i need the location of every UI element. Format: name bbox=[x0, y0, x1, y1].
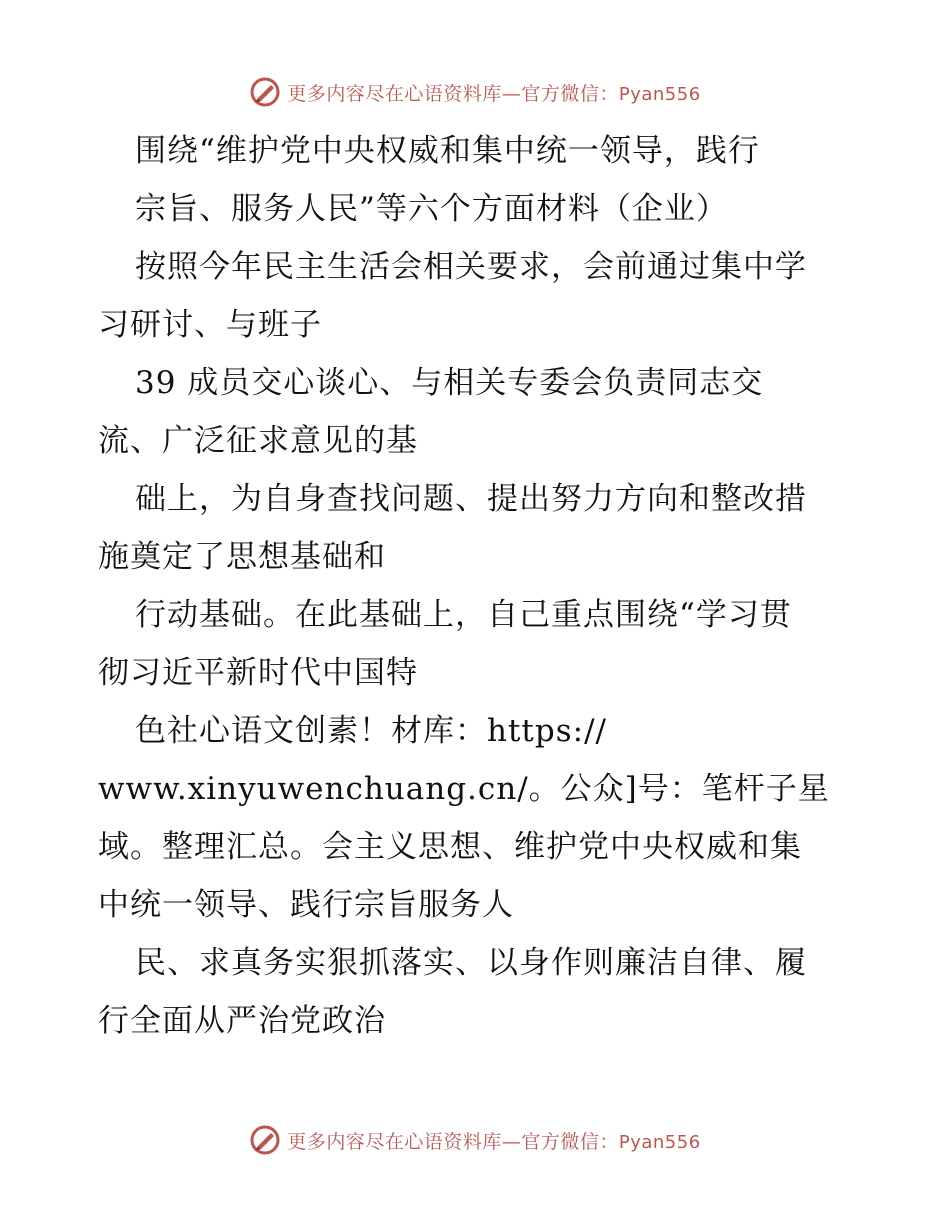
body-line: 行全面从严治党政治 bbox=[98, 1003, 386, 1039]
body-line: 彻习近平新时代中国特 bbox=[98, 655, 418, 691]
body-line: 行动基础。在此基础上，自己重点围绕“学习贯 bbox=[135, 597, 792, 633]
body-line: 施奠定了思想基础和 bbox=[98, 539, 386, 575]
footer-banner bbox=[0, 1120, 950, 1160]
body-line: 中统一领导、践行宗旨服务人 bbox=[98, 887, 514, 923]
body-line: 域。整理汇总。会主义思想、维护党中央权威和集 bbox=[98, 829, 802, 865]
banner-text bbox=[287, 79, 700, 106]
body-line: 宗旨、服务人民”等六个方面材料（企业） bbox=[135, 191, 728, 227]
body-line: 39 成员交心谈心、与相关专委会负责同志交 bbox=[135, 365, 764, 401]
banner-text-en: Pyan556 bbox=[618, 83, 701, 105]
document-body bbox=[98, 122, 858, 1050]
banner-text-cn: 更多内容尽在心语资料库—官方微信： bbox=[287, 82, 619, 105]
body-line: 按照今年民主生活会相关要求，会前通过集中学 bbox=[135, 249, 807, 285]
body-line: 民、求真务实狠抓落实、以身作则廉洁自律、履 bbox=[135, 945, 807, 981]
body-line: 础上，为自身查找问题、提出努力方向和整改措 bbox=[135, 481, 807, 517]
body-line: 色社心语文创素！材库：https:// bbox=[135, 713, 607, 749]
body-line: 围绕“维护党中央权威和集中统一领导，践行 bbox=[135, 133, 760, 169]
header-banner bbox=[0, 72, 950, 112]
body-line: 流、广泛征求意见的基 bbox=[98, 423, 418, 459]
banner-text-cn: 更多内容尽在心语资料库—官方微信： bbox=[287, 1130, 619, 1153]
body-line: 习研讨、与班子 bbox=[98, 307, 322, 343]
banner-text-en: Pyan556 bbox=[618, 1131, 701, 1153]
red-circle-pen-logo-icon bbox=[249, 1124, 281, 1156]
red-circle-pen-logo-icon bbox=[249, 76, 281, 108]
banner-text bbox=[287, 1127, 700, 1154]
body-line: www.xinyuwenchuang.cn/。公众]号：笔杆子星 bbox=[98, 771, 830, 807]
